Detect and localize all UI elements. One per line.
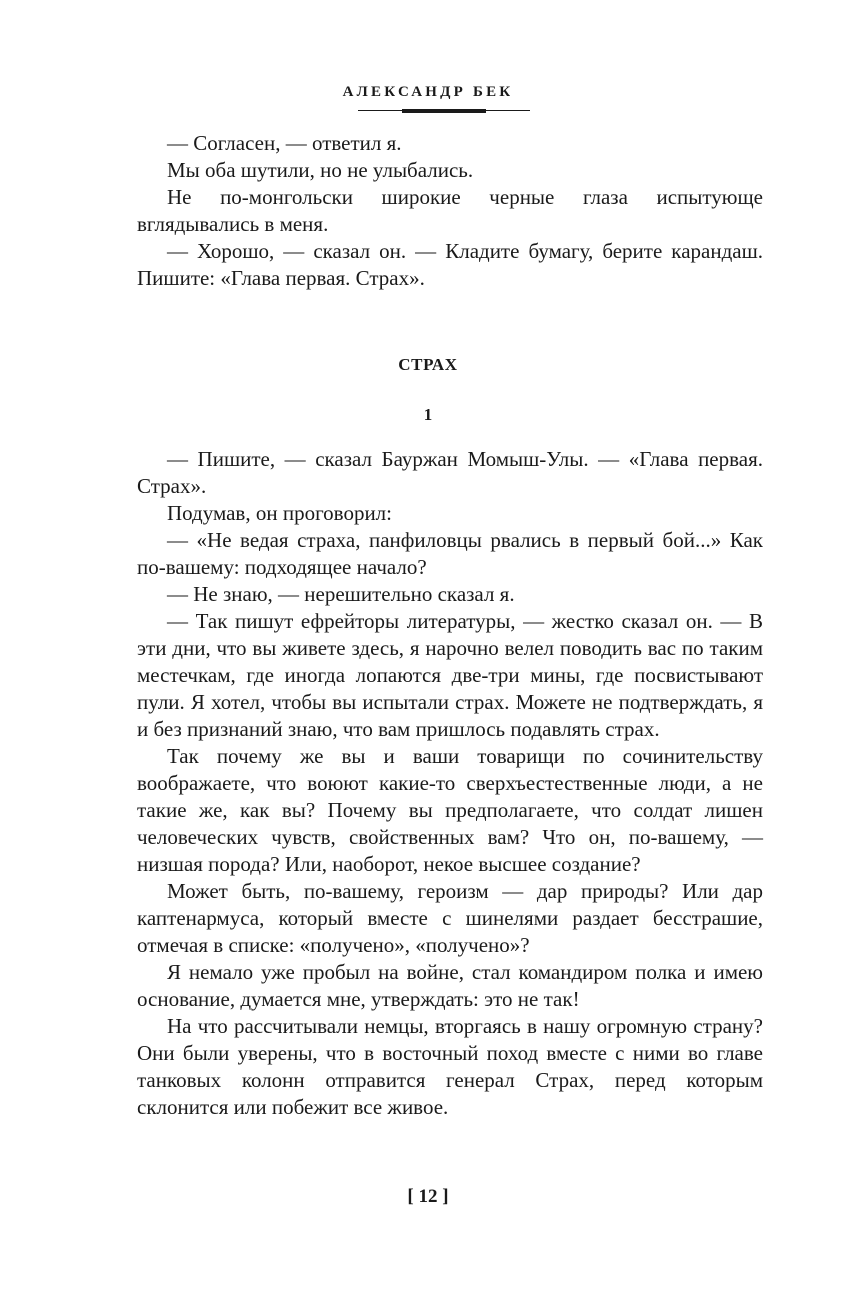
header-rule-accent xyxy=(402,109,486,113)
paragraph: — «Не ведая страха, панфиловцы рвались в первый бой...» Как по-вашему: подходящее начало? xyxy=(137,528,763,579)
paragraph: — Хорошо, — сказал он. — Кладите бумагу, берите карандаш. Пишите: «Глава первая. Страх». xyxy=(137,239,763,290)
paragraph: Не по-монгольски широкие черные глаза испытующе вглядывались в меня. xyxy=(137,185,763,236)
chapter-title: СТРАХ xyxy=(398,355,458,374)
paragraph: Мы оба шутили, но не улыбались. xyxy=(167,158,474,182)
body-text-block xyxy=(137,446,763,1121)
paragraph: — Так пишут ефрейторы литературы, — жестко сказал он. — В эти дни, что вы живете здесь, я нарочно велел поводить вас по таким местечкам, где иногда лопаются две-три мины, где посвистывают пули. Я хотел, чтобы вы испытали страх. Можете не подтверждать, я и без признаний знаю, что вам пришлось подавлять страх. xyxy=(137,609,763,741)
top-text-block xyxy=(137,130,763,292)
paragraph: Так почему же вы и ваши товарищи по сочинительству воображаете, что воюют какие-то сверхъестественные люди, а не такие же, как вы? Почему вы предполагаете, что солдат лишен человеческих чувств, свойственных вам? Что он, по-вашему, — низшая порода? Или, наоборот, некое высшее создание? xyxy=(137,744,763,876)
page-number: [ 12 ] xyxy=(407,1186,449,1207)
paragraph: Я немало уже пробыл на войне, стал командиром полка и имею основание, думается мне, утверждать: это не так! xyxy=(137,960,763,1011)
paragraph: — Согласен, — ответил я. xyxy=(167,131,402,155)
paragraph: Подумав, он проговорил: xyxy=(167,501,392,525)
paragraph: — Не знаю, — нерешительно сказал я. xyxy=(167,582,515,606)
running-header: АЛЕКСАНДР БЕК xyxy=(342,84,514,100)
paragraph: — Пишите, — сказал Бауржан Момыш-Улы. — «Глава первая. Страх». xyxy=(137,447,763,498)
paragraph: На что рассчитывали немцы, вторгаясь в нашу огромную страну? Они были уверены, что в восточный поход вместе с ними во главе танковых колонн отправится генерал Страх, перед которым склонится или побежит все живое. xyxy=(137,1014,763,1119)
section-number: 1 xyxy=(423,405,433,424)
paragraph: Может быть, по-вашему, героизм — дар природы? Или дар каптенармуса, который вместе с шинелями раздает бесстрашие, отмечая в списке: «получено», «получено»? xyxy=(137,879,763,957)
